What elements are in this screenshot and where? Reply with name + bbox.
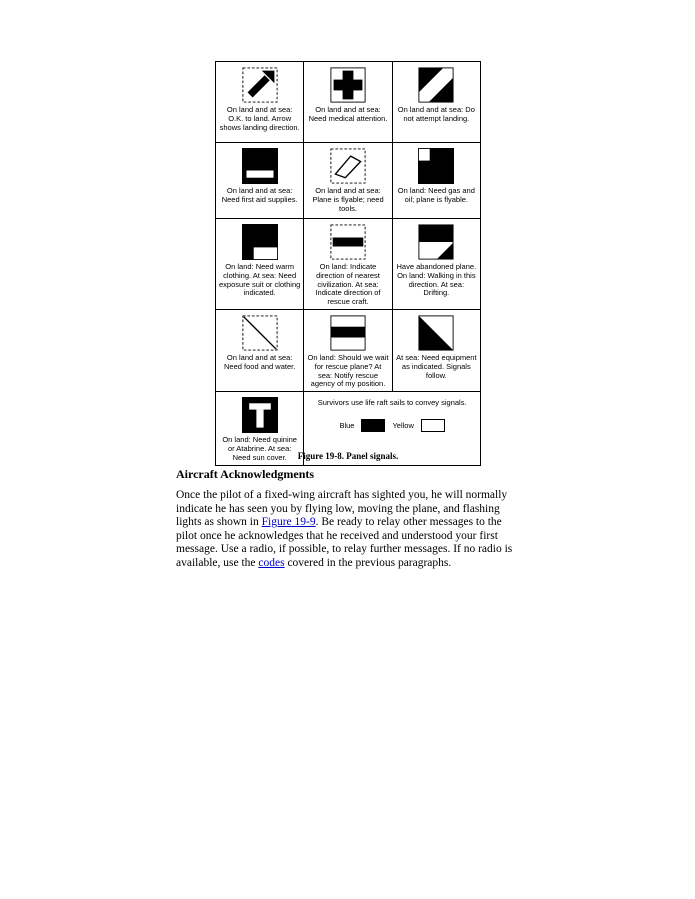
legend-label-yellow: Yellow [392,421,414,431]
legend-text: Survivors use life raft sails to convey signals. [317,398,467,408]
panel-caption: On land and at sea: Need food and water. [224,352,296,371]
need-gas-and-oil-icon [418,148,454,184]
panel-cell-gas-and-oil [392,143,480,219]
panel-cell-abandoned-plane [392,219,480,310]
panel-caption: On land: Should we wait for rescue plane? At sea: Notify rescue agency of my position. [307,352,389,389]
table-row [216,143,481,219]
panel-cell-first-aid [216,143,304,219]
do-not-attempt-landing-icon [418,67,454,103]
panel-caption: On land: Need gas and oil; plane is flyable. [397,186,475,204]
panel-cell-warm-clothing [216,219,304,310]
need-equipment-icon [418,315,454,351]
panel-cell-indicate-direction [304,219,392,310]
need-warm-clothing-icon [242,224,278,260]
paragraph-text: covered in the previous paragraphs. [284,556,452,569]
panel-caption: On land and at sea: Need medical attention. [308,105,388,123]
first-aid-supplies-icon [242,148,278,184]
paragraph-text: Once the pilot of a fixed-wing aircraft has sighted you, he will normally indicate he has seen you by flying low, moving the plane, and flashing lights as shown in [176,489,508,529]
panel-caption: On land: Need quinine or Atabrine. At sea: Need sun cover. [222,435,297,462]
table-row [216,219,481,310]
body-paragraph [176,489,525,571]
ok-to-land-arrow-icon [242,67,278,103]
panel-cell-need-equipment [392,309,480,391]
panel-cell-wait-for-rescue [304,309,392,391]
panel-caption: Have abandoned plane. On land: Walking in this direction. At sea: Drifting. [396,262,477,298]
panel-signals-table [215,61,481,466]
need-quinine-sun-cover-icon [242,397,278,433]
abandoned-plane-icon [418,224,454,260]
panel-cell-ok-to-land [216,62,304,143]
panel-caption: At sea: Need equipment as indicated. Signals follow. [396,352,477,380]
plane-flyable-need-tools-icon [330,148,366,184]
legend-row [307,419,477,432]
panel-caption: On land: Need warm clothing. At sea: Need exposure suit or clothing indicated. [219,262,301,298]
table-row [216,62,481,143]
wait-for-rescue-plane-icon [330,315,366,351]
panel-caption: On land and at sea: Do not attempt landing. [397,105,475,123]
section-heading: Aircraft Acknowledgments [176,467,315,481]
panel-cell-medical-attention [304,62,392,143]
figure-19-9-link[interactable]: Figure 19-9 [261,516,316,529]
need-food-and-water-icon [242,315,278,351]
yellow-swatch [421,419,445,432]
panel-cell-do-not-land [392,62,480,143]
blue-swatch [361,419,385,432]
legend-label-blue: Blue [339,421,355,431]
table-row [216,309,481,391]
medical-attention-cross-icon [330,67,366,103]
panel-caption: On land and at sea: O.K. to land. Arrow shows landing direction. [219,105,300,132]
indicate-direction-icon [330,224,366,260]
paragraph-text: . Be ready to relay other messages to the pilot once he acknowledges that he received and understood your first message. Use a radio, if possible, to relay further messages. If no radio is available, use the [176,516,513,569]
panel-cell-need-tools [304,143,392,219]
panel-caption: On land and at sea: Need first aid supplies. [221,186,298,204]
panel-caption: On land: Indicate direction of nearest civilization. At sea: Indicate direction of rescue craft. [315,262,381,307]
codes-link[interactable]: codes [258,556,285,569]
figure-caption: Figure 19-8. Panel signals. [297,451,399,461]
panel-caption: On land and at sea: Plane is flyable; need tools. [312,186,384,213]
panel-cell-food-and-water [216,309,304,391]
